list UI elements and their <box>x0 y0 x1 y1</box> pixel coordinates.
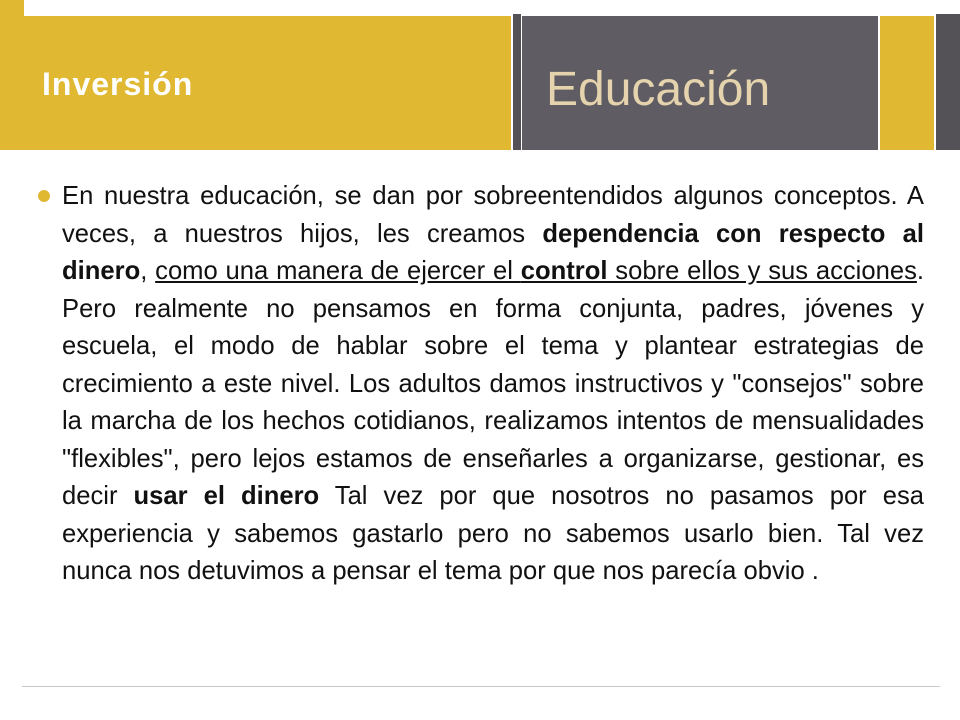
bullet-paragraph <box>62 178 924 591</box>
section-tab-label: Inversión <box>42 66 194 102</box>
decorative-gray-edge <box>936 14 960 150</box>
decorative-gold-block <box>880 16 934 150</box>
decorative-gray-strip <box>513 14 521 150</box>
slide-title: Educación <box>546 63 771 116</box>
text-run: . Pero realmente no pensamos en forma conjunta, padres, jóvenes y escuela, el modo de hablar sobre el tema y plantear estrategias de crecimiento a este nivel. Los adultos damos instructivos y "consejos" sobre la marcha de los hechos cotidianos, realizamos intentos de mensualidades "flexibles", pero lejos estamos de enseñarles a organizarse, gestionar, es decir <box>62 257 924 510</box>
text-run: , <box>140 257 156 285</box>
decorative-gold-strip <box>0 0 24 150</box>
text-run: Tal vez por que nosotros no pasamos por esa experiencia y sabemos gastarlo pero no sabemos usarlo bien. Tal vez nunca nos detuvimos a pensar el tema por que nos parecía obvio . <box>62 482 924 585</box>
bold-phrase-dependencia: dependencia con respecto al dinero <box>62 219 924 285</box>
text-run: En nuestra educación, se dan por sobreentendidos algunos conceptos. A veces, a nuestros hijos, les creamos <box>62 182 924 248</box>
title-panel <box>522 16 878 150</box>
bullet-dot-icon <box>38 190 50 202</box>
section-tab-inversion <box>24 16 511 150</box>
bold-phrase-usar-el-dinero: usar el dinero <box>133 482 320 510</box>
underlined-phrase: como una manera de ejercer el <box>155 257 521 285</box>
underlined-bold-control: control <box>520 257 608 285</box>
bottom-divider <box>22 686 940 687</box>
underlined-phrase: sobre ellos y sus acciones <box>607 257 917 285</box>
